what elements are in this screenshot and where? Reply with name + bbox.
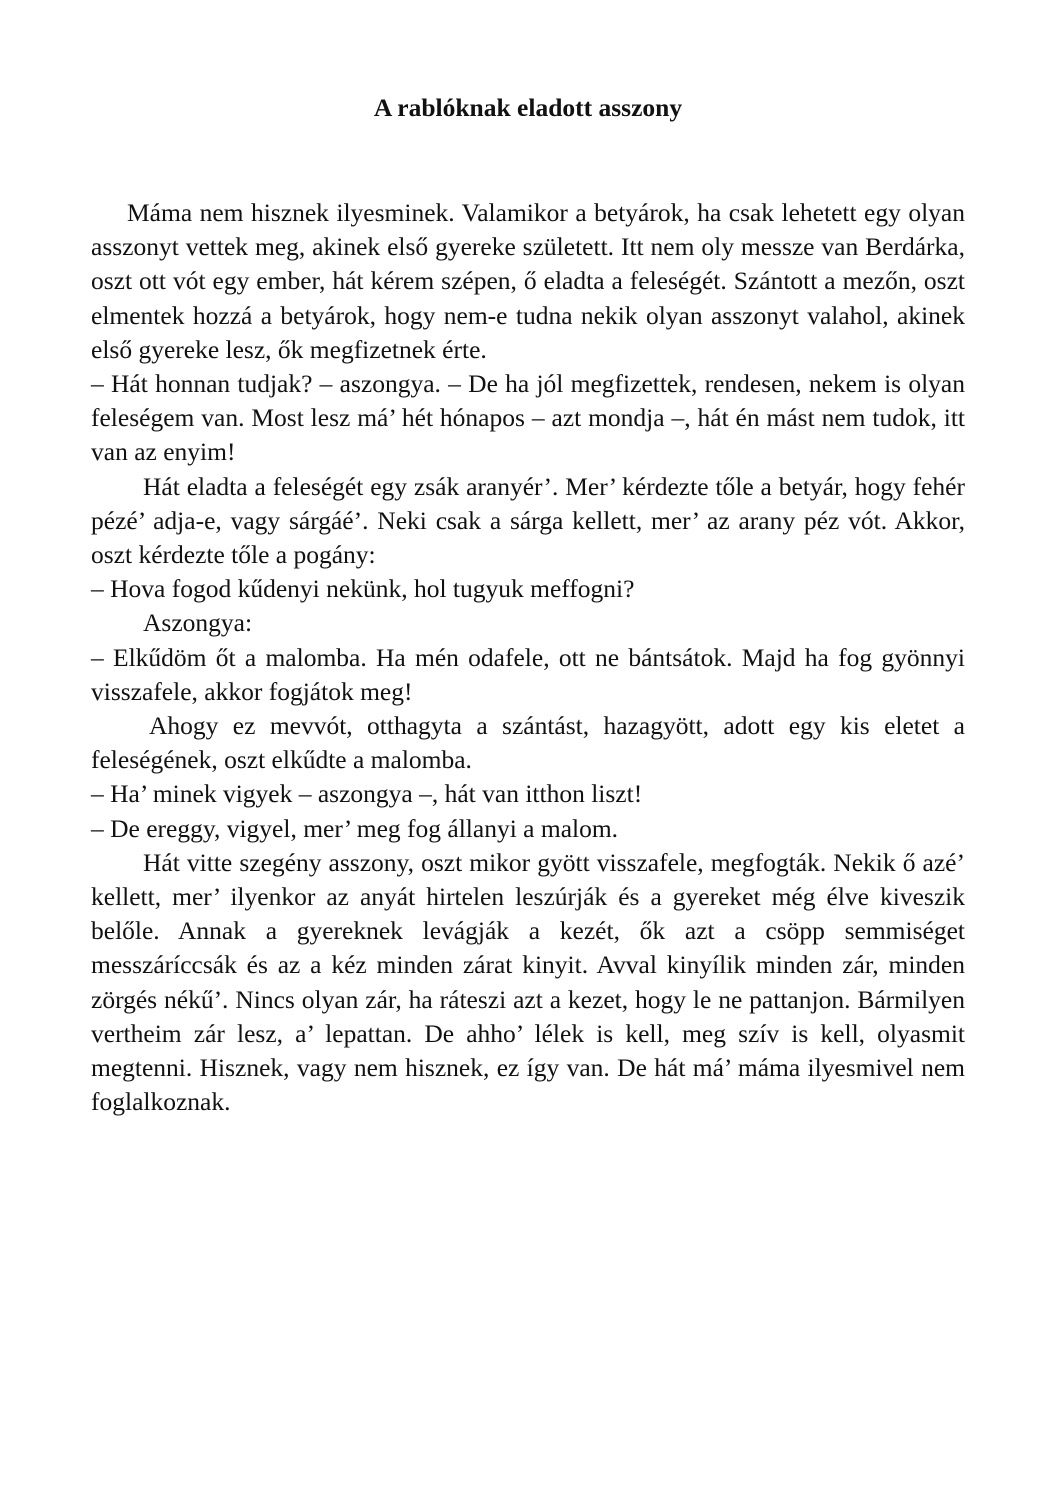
paragraph-closing: Hát vitte szegény asszony, oszt mikor gyött visszafele, megfogták. Nekik ő azé’ kellett, mer’ ilyenkor az anyát hirtelen leszúrják és a gyereket még élve kiveszik belőle. Annak a gyereknek levágják a kezét, ők azt a csöpp semmiséget messzáríccsák és az a kéz minden zárat kinyit. Avval kinyílik minden zár, minden zörgés nékű’. Nincs olyan zár, ha ráteszi azt a kezet, hogy le ne pattanjon. Bármilyen vertheim zár lesz, a’ lepattan. De ahho’ lélek is kell, meg szív is kell, olyasmit megtenni. Hisznek, vagy nem hisznek, ez így van. De hát má’ máma ilyesmivel nem foglalkoznak. xyxy=(91,847,965,1117)
paragraph: Aszongya: xyxy=(143,608,253,638)
paragraph: Ahogy ez mevvót, otthagyta a szántást, hazagyött, adott egy kis eletet a feleségének, oszt elkűdte a malomba. xyxy=(91,711,965,775)
dialogue-line: – Ha’ minek vigyek – aszongya –, hát van itthon liszt! xyxy=(91,779,643,809)
dialogue-line: – Hova fogod kűdenyi nekünk, hol tugyuk meffogni? xyxy=(91,574,635,604)
paragraph-intro: Máma nem hisznek ilyesminek. Valamikor a betyárok, ha csak lehetett egy olyan asszonyt vettek meg, akinek első gyereke született. Itt nem oly messze van Berdárka, oszt ott vót egy ember, hát kérem szépen, ő eladta a feleségét. Szántott a mezőn, oszt elmentek hozzá a betyárok, hogy nem-e tudna nekik olyan asszonyt valahol, akinek első gyereke lesz, ők megfizetnek érte. xyxy=(91,198,965,364)
dialogue-line: – De ereggy, vigyel, mer’ meg fog állanyi a malom. xyxy=(91,813,619,843)
dialogue-line: – Hát honnan tudjak? – aszongya. – De ha jól megfizettek, rendesen, nekem is olyan feleségem van. Most lesz má’ hét hónapos – azt mondja –, hát én mást nem tudok, itt van az enyim! xyxy=(91,369,965,467)
paragraph: Hát eladta a feleségét egy zsák aranyér’. Mer’ kérdezte tőle a betyár, hogy fehér pézé’ adja-e, vagy sárgáé’. Neki csak a sárga kellett, mer’ az arany péz vót. Akkor, oszt kérdezte tőle a pogány: xyxy=(91,471,965,570)
page-title: A rablóknak eladott asszony xyxy=(373,93,683,122)
dialogue-line: – Elkűdöm őt a malomba. Ha mén odafele, ott ne bántsátok. Majd ha fog gyönnyi visszafele, akkor fogjátok meg! xyxy=(91,642,965,706)
document-page xyxy=(91,0,965,1500)
story-body xyxy=(91,196,965,1119)
